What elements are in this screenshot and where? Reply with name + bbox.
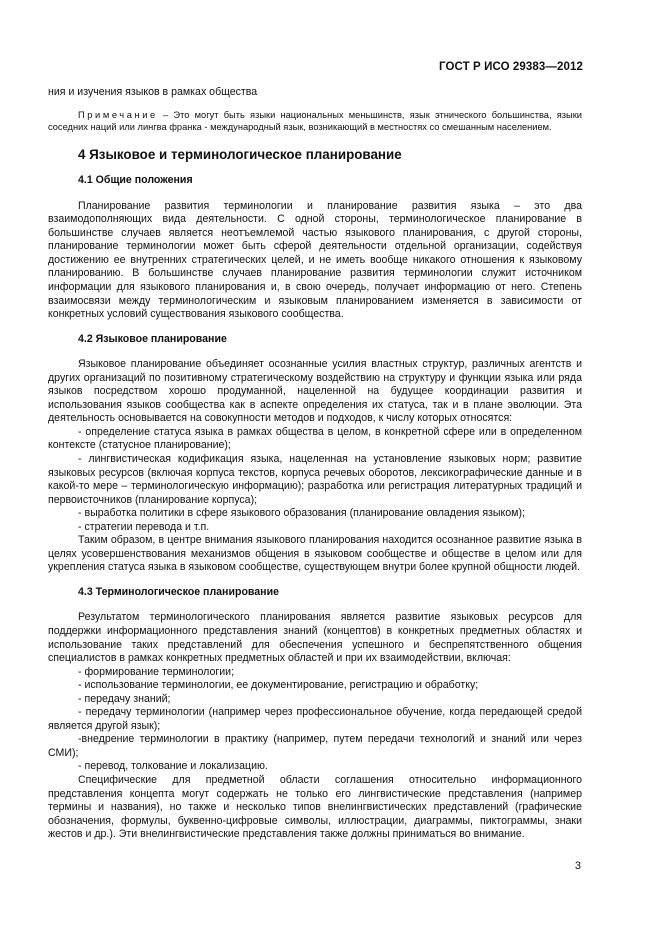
section-4-3-heading: 4.3 Терминологическое планирование [78, 585, 279, 598]
page-content [48, 86, 582, 842]
page-number: 3 [574, 860, 581, 872]
list-item: - использование терминологии, ее документирование, регистрацию и обработку; [78, 679, 479, 692]
standard-number-header: ГОСТ Р ИСО 29383—2012 [438, 61, 583, 73]
list-item: -внедрение терминологии в практику (например, путем передачи технологий и знаний или через СМИ); [48, 733, 582, 759]
section-4-2-paragraph-2: Таким образом, в центре внимания языкового планирования находится осознанное развитие языка в целях усовершенствования механизмов общения в языковом сообществе и обществе в целом или для укрепления статуса языка в языковом сообществе, существующем внутри более крупной общности людей. [48, 534, 582, 574]
section-4-3-paragraph-2: Специфические для предметной области соглашения относительно информационного представления концепта могут содержать не только его лингвистические представления (например термины и названия), но также и несколько типов внелингвистических представлений (графические обозначения, формулы, буквенно-цифровые символы, иллюстрации, диаграммы, пиктограммы, знаки жестов и др.). Эти внелингвистические представления также должны приниматься во внимание. [48, 774, 582, 841]
list-item: - стратегии перевода и т.п. [78, 520, 210, 533]
section-4-1-heading: 4.1 Общие положения [78, 174, 193, 187]
list-item: - передачу терминологии (например через профессиональное обучение, когда передающей средой является другой язык); [48, 706, 582, 732]
continuation-text: ния и изучения языков в рамках общества [48, 86, 258, 98]
section-4-3-paragraph-1: Результатом терминологического планирования является развитие языковых ресурсов для поддержки информационного представления знаний (концептов) в конкретных предметных областях и использование таких представлений для обеспечения успешного и беспрепятственного общения специалистов в рамках конкретных предметных областей и при их взаимодействии, включая: [48, 611, 582, 665]
list-item: - перевод, толкование и локализацию. [78, 760, 268, 773]
list-item: - формирование терминологии; [78, 665, 235, 678]
section-4-2-paragraph-1: Языковое планирование объединяет осознанные усилия властных структур, различных агентств и других организаций по позитивному стратегическому воздействию на структуру и функции языка или ряда языков посредством хорошо продуманной, нацеленной на будущее координации развития и использования языков сообщества как в аспекте определения их статуса, так и в плане эволюции. Эта деятельность основывается на совокупности методов и подходов, к числу которых относятся: [48, 358, 582, 425]
list-item: - выработка политики в сфере языкового образования (планирование овладения языком); [78, 507, 525, 520]
section-4-1-paragraph: Планирование развития терминологии и планирование развития языка – это два взаимодополняющих вида деятельности. С одной стороны, терминологическое планирование в большинстве случаев является неотъемлемой частью языкового планирования, с другой стороны, планирование терминологии может быть сферой деятельности отдельной организации, содействуя достижению ее внутренних стратегических целей, и не иметь вообще никакого отношения к языковому планированию. В большинстве случаев планирование развития терминологии служит источником информации для языкового планирования и, в свою очередь, получает информацию от него. Степень взаимосвязи между терминологическим и языковым планированием изменяется в зависимости от конкретных условий существования языкового сообщества. [48, 199, 582, 321]
list-item: - лингвистическая кодификация языка, нацеленная на установление языковых норм; развитие языковых ресурсов (включая корпуса текстов, корпуса речевых оборотов, лексикографические данные и в какой-то мере – терминологическую информацию); разработка или регистрация литературных традиций и первоисточников (планирование корпуса); [48, 452, 582, 506]
note-label: Примечание [78, 109, 158, 120]
list-item: - определение статуса языка в рамках общества в целом, в конкретной сфере или в определенном контексте (статусное планирование); [48, 425, 582, 452]
note-text: – Это могут быть языки национальных меньшинств, язык этнического большинства, языки соседних наций или лингва франка - международный язык, возникающий в местностях со смешанным населением. [48, 109, 582, 132]
section-4-heading: 4 Языковое и терминологическое планирование [78, 147, 402, 163]
list-item: - передачу знаний; [78, 692, 171, 705]
section-4-2-heading: 4.2 Языковое планирование [78, 332, 227, 345]
note-paragraph [48, 109, 582, 134]
